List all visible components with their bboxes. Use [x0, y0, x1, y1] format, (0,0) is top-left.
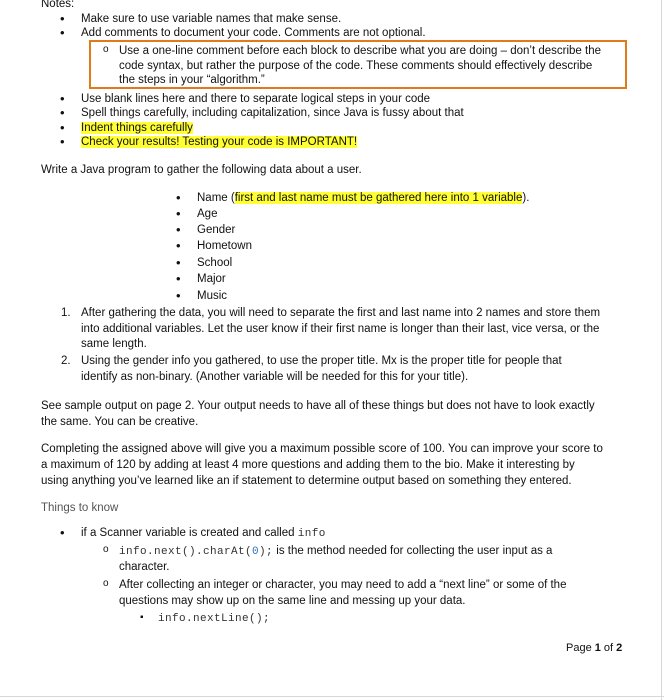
- task-intro: Write a Java program to gather the following data about a user.: [41, 164, 362, 176]
- after-line-1: o After collecting an integer or character, you may need to add a “next line” or some of the: [119, 577, 566, 593]
- sample-line-2: the same. You can be creative.: [41, 416, 199, 428]
- field-gender: • Gender: [197, 222, 235, 238]
- note-item-5-text: Indent things carefully: [81, 122, 193, 134]
- page-current: 1: [594, 642, 601, 654]
- next-text-2: character.: [119, 561, 170, 573]
- field-name-suffix: ).: [522, 192, 530, 204]
- scanner-item: [81, 525, 326, 542]
- step-2-number: 2.: [61, 355, 71, 367]
- next-code-b: );: [259, 546, 274, 558]
- step-2-line-1: Using the gender info you gathered, to use the proper title. Mx is the proper title for people that: [81, 355, 562, 367]
- note-sub-line-1: o Use a one-line comment before each block to describe what you are doing – don’t describe the: [119, 43, 601, 59]
- nextline-item: [158, 610, 270, 627]
- next-text-1: is the method needed for collecting the user input as a: [273, 545, 553, 557]
- score-line-1: Completing the assigned above will give you a maximum possible score of 100. You can improve your score to: [41, 443, 603, 455]
- field-name-highlight: first and last name must be gathered here into 1 variable: [234, 192, 523, 204]
- page-of: of: [600, 642, 617, 654]
- score-line-2: a maximum of 120 by adding at least 4 more questions and adding them to the bio. Make it interesting by: [41, 459, 575, 471]
- score-line-3: using anything you’ve learned like an if statement to determine output based on something they entered.: [41, 475, 572, 487]
- note-item-1: • Make sure to use variable names that make sense.: [81, 11, 341, 27]
- field-music: • Music: [197, 288, 227, 304]
- step-1-line-3: same length.: [81, 338, 147, 350]
- nextline-code: info.nextLine();: [158, 613, 271, 625]
- notes-label: Notes:: [41, 0, 75, 10]
- note-item-6-text: Check your results! Testing your code is IMPORTANT!: [81, 136, 358, 148]
- field-name-prefix: Name (: [197, 192, 235, 204]
- page-right-edge: [661, 0, 662, 700]
- things-heading: Things to know: [41, 502, 119, 514]
- scanner-text: if a Scanner variable is created and called: [81, 527, 298, 539]
- field-hometown: • Hometown: [197, 238, 252, 254]
- note-sub-line-2: code syntax, but rather the purpose of the code. These comments should effectively describe: [119, 60, 593, 72]
- step-1-line-2: into additional variables. Let the user know if their first name is longer than their last, vice versa, or the: [81, 323, 600, 335]
- sample-line-1: See sample output on page 2. Your output needs to have all of these things but does not have to look exactly: [41, 400, 595, 412]
- after-line-2: questions may show up on the same line and messing up your data.: [119, 595, 466, 607]
- note-item-3: • Use blank lines here and there to separate logical steps in your code: [81, 91, 430, 107]
- step-1-line-1: After gathering the data, you will need to separate the first and last name into 2 names and store them: [81, 307, 601, 319]
- next-code-a: info.next().charAt(: [119, 546, 253, 558]
- field-school: • School: [197, 255, 232, 271]
- step-2-line-2: identify as non-binary. (Another variable will be needed for this for your title).: [81, 371, 469, 383]
- field-major: • Major: [197, 271, 226, 287]
- page-bottom-edge: [0, 696, 664, 697]
- field-name: [197, 190, 529, 206]
- note-item-4: • Spell things carefully, including capitalization, since Java is fussy about that: [81, 105, 464, 121]
- note-item-2: • Add comments to document your code. Comments are not optional.: [81, 25, 426, 41]
- page-total: 2: [616, 642, 623, 654]
- note-sub-line-3: the steps in your “algorithm.”: [119, 74, 265, 86]
- page-word: Page: [566, 642, 595, 654]
- step-1-number: 1.: [61, 307, 71, 319]
- note-item-6: [81, 134, 357, 150]
- field-age: • Age: [197, 206, 217, 222]
- next-code-num: 0: [252, 546, 260, 558]
- next-item: [119, 543, 552, 560]
- scanner-code: info: [297, 528, 326, 540]
- page-number: [566, 640, 622, 656]
